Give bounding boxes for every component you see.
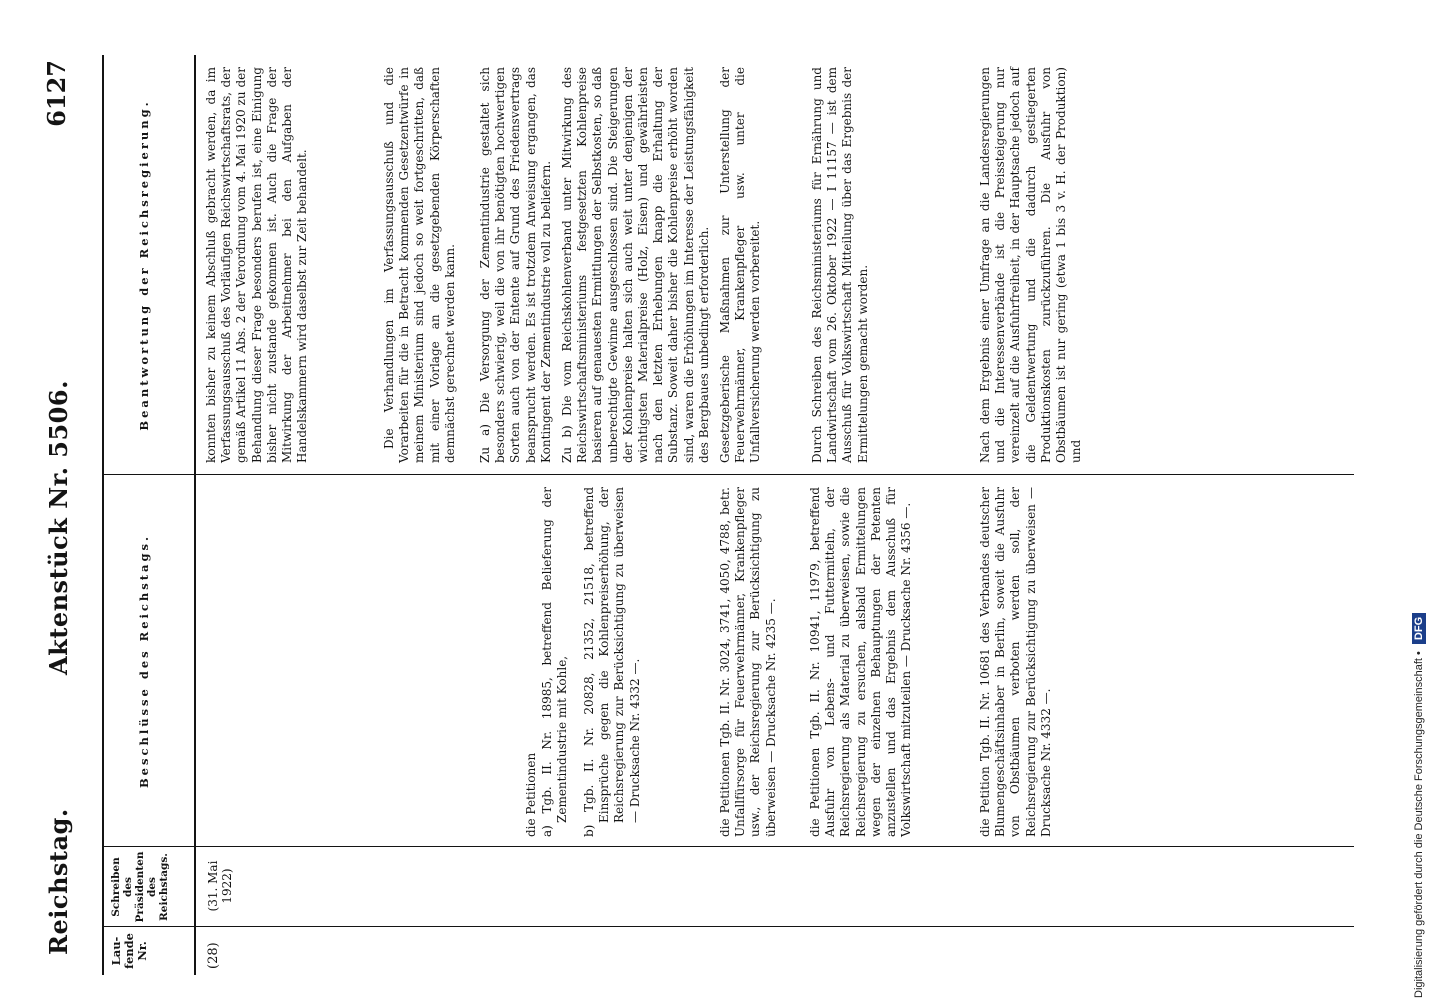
petitions-table xyxy=(104,55,1354,975)
answer-paragraph: Zu a) Die Versorgung der Zementindustrie gestaltet sich besonders schwierig, weil die von ihr benötigten hochwertigen Sorten auch von der Entente auf Grund des Friedensvertrags beansprucht werden. Es ist trotzdem Anweisung ergangen, das Kontingent der Zementindustrie voll zu beliefern. xyxy=(478,67,553,463)
column-divider xyxy=(104,474,1354,475)
page-header xyxy=(30,45,90,975)
resolution-item: die Petition Tgb. II. Nr. 10681 des Verbandes deutscher Blumengeschäftsinhaber in Berlin, soweit die Ausfuhr von Obstbäumen verboten werden soll, der Reichsregierung zur Berücksichtigung zu überweisen — Drucksache Nr. 4332 —. xyxy=(978,487,1053,837)
column-header-lfd: Lau- fende Nr. xyxy=(109,933,149,969)
answer-paragraph: Gesetzgeberische Maßnahmen zur Unterstellung der Feuerwehrmänner, Krankenpfleger usw. unter die Unfallversicherung werden vorbereitet. xyxy=(718,67,763,463)
page-number: 6127 xyxy=(42,60,71,127)
header-title: Aktenstück Nr. 5506. xyxy=(44,380,73,675)
header-row-rule xyxy=(194,55,196,975)
resolution-item: b) Tgb. II. Nr. 20828, 21352, 21518, betreffend Einsprüche gegen die Kohlenpreiserhöhung, der Reichsregierung zur Berücksichtigung zu überweisen — Drucksache Nr. 4332 —. xyxy=(582,487,642,837)
row-date: (31. Mai 1922) xyxy=(206,860,234,912)
resolution-item: die Petitionen Tgb. II. Nr. 10941, 11979, betreffend Ausfuhr von Lebens- und Futtermitteln, der Reichsregierung als Material zu überweisen, sowie die Reichsregierung zu ersuchen, alsbald Ermittelungen wegen der einzelnen Behauptungen der Petenten anzustellen und das Ergebnis dem Ausschuß für Volkswirtschaft mitzuteilen — Drucksache Nr. 4356 —. xyxy=(808,487,914,837)
resolution-item: die Petitionen Tgb. II. Nr. 3024, 3741, 4050, 4788, betr. Unfallfürsorge für Feuerwehrmänner, Krankenpfleger usw., der Reichsregierung zur Berücksichtigung zu überweisen — Drucksache Nr. 4235 —. xyxy=(718,487,778,837)
answer-paragraph: Durch Schreiben des Reichsministeriums für Ernährung und Landwirtschaft vom 26. Oktober 1922 — I 11157 — ist dem Ausschuß für Volkswirtschaft Mitteilung über das Ergebnis der Ermittelungen gemacht worden. xyxy=(810,67,870,463)
resolution-intro: die Petitionen xyxy=(524,752,538,837)
rotated-page-content xyxy=(30,45,1370,975)
column-header-schreiben: Schreiben des Präsidenten des Reichstags. xyxy=(110,851,170,923)
header-left: Reichstag. xyxy=(44,808,73,955)
column-header-beschluesse: Beschlüsse des Reichstags. xyxy=(137,533,151,789)
answer-paragraph: Nach dem Ergebnis einer Umfrage an die Landesregierungen und die Interessenverbände ist die Preissteigerung nur vereinzelt auf die Ausfuhrfreiheit, in der Hauptsache jedoch auf die Geldentwertung und die dadurch gestiegerten Produktionskosten zurückzuführen. Die Ausfuhr von Obstbäumen ist nur gering (etwa 1 bis 3 v. H. der Produktion) und xyxy=(978,67,1084,463)
row-number: (28) xyxy=(206,942,221,969)
answer-paragraph: Zu b) Die vom Reichskohlenverband unter Mitwirkung des Reichswirtschaftsministeriums festgesetzten Kohlenpreise basieren auf genauesten Ermittlungen der Selbstkosten, so daß unberechtigte Gewinne ausgeschlossen sind. Die Steigerungen der Kohlenpreise halten sich auch weit unter denjenigen der wichtigsten Materialpreise (Holz, Eisen) und gewährleisten nach den letzten Erhebungen knapp die Erhaltung der Substanz. Soweit daher bisher die Kohlenpreise erhöht worden sind, waren die Erhöhungen im Interesse der Leistungsfähigkeit des Bergbaues unbedingt erforderlich. xyxy=(560,67,711,463)
column-divider xyxy=(104,846,1354,847)
answer-paragraph: konnten bisher zu keinem Abschluß gebracht werden, da im Verfassungsausschuß des Vorläufigen Reichswirtschaftsrats, der gemäß Artikel 11 Abs. 2 der Verordnung vom 4. Mai 1920 zu der Behandlung dieser Frage besonders berufen ist, eine Einigung bisher nicht zustande gekommen ist. Auch die Frage der Mitwirkung der Arbeitnehmer bei den Aufgaben der Handelskammern wird daselbst zur Zeit behandelt. xyxy=(204,67,310,463)
digitization-credit xyxy=(1410,8,1434,998)
credit-text: Digitalisierung gefördert durch die Deutsche Forschungsgemeinschaft • xyxy=(1413,651,1425,998)
column-header-beantwortung: Beantwortung der Reichsregierung. xyxy=(137,99,151,431)
resolution-item: a) Tgb. II. Nr. 18985, betreffend Belieferung der Zementindustrie mit Kohle, xyxy=(540,487,570,837)
answer-paragraph: Die Verhandlungen im Verfassungsausschuß und die Vorarbeiten für die in Betracht kommenden Gesetzentwürfe in meinem Ministerium sind jedoch so weit fortgeschritten, daß mit einer Vorlage an die gesetzgebenden Körperschaften demnächst gerechnet werden kann. xyxy=(382,67,457,463)
dfg-logo: DFG xyxy=(1412,613,1426,644)
column-divider xyxy=(104,926,1354,927)
